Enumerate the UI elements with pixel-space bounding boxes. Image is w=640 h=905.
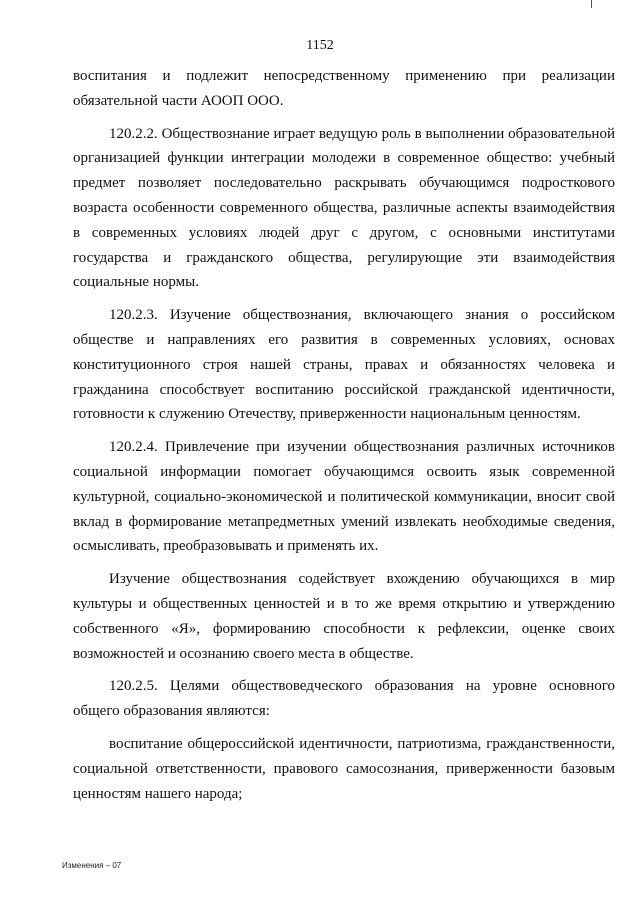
paragraph-120-2-4: 120.2.4. Привлечение при изучении обществознания различных источников социальной информации помогает обучающимся освоить язык современной культурной, социально-экономической и политической коммуникации, вносит свой вклад в формирование метапредметных умений извлекать необходимые сведения, осмысливать, преобразовывать и применять их.: [73, 439, 615, 555]
paragraph-continuation: воспитания и подлежит непосредственному применению при реализации обязательной части АООП ООО.: [73, 68, 615, 109]
paragraph-120-2-5: 120.2.5. Целями обществоведческого образования на уровне основного общего образования являются:: [73, 678, 615, 720]
page-body: [73, 64, 615, 814]
paragraph-goal-item: воспитание общероссийской идентичности, патриотизма, гражданственности, социальной ответственности, правового самосознания, приверженности базовым ценностям нашего народа;: [73, 735, 615, 802]
paragraph-study-contribution: Изучение обществознания содействует вхождению обучающихся в мир культуры и общественных ценностей и в то же время открытию и утверждению собственного «Я», формированию способности к рефлексии, оценке своих возможностей и осознанию своего места в обществе.: [73, 571, 615, 662]
page-number: 1152: [306, 38, 334, 53]
footer-revision-note: Изменения – 07: [62, 861, 122, 870]
paragraph-120-2-3: 120.2.3. Изучение обществознания, включающего знания о российском обществе и направлениях его развития в современных условиях, основах конституционного строя нашей страны, правах и обязанностях человека и гражданина способствует воспитанию российской гражданской идентичности, готовности к служению Отечеству, приверженности национальным ценностям.: [73, 307, 615, 423]
paragraph-120-2-2: 120.2.2. Обществознание играет ведущую роль в выполнении образовательной организацией функции интеграции молодежи в современное общество: учебный предмет позволяет последовательно раскрывать обучающимся подросткового возраста особенности современного общества, различные аспекты взаимодействия в современных условиях людей друг с другом, с основными институтами государства и гражданского общества, регулирующие эти взаимодействия социальные нормы.: [73, 125, 615, 291]
corner-mark: [591, 0, 602, 8]
